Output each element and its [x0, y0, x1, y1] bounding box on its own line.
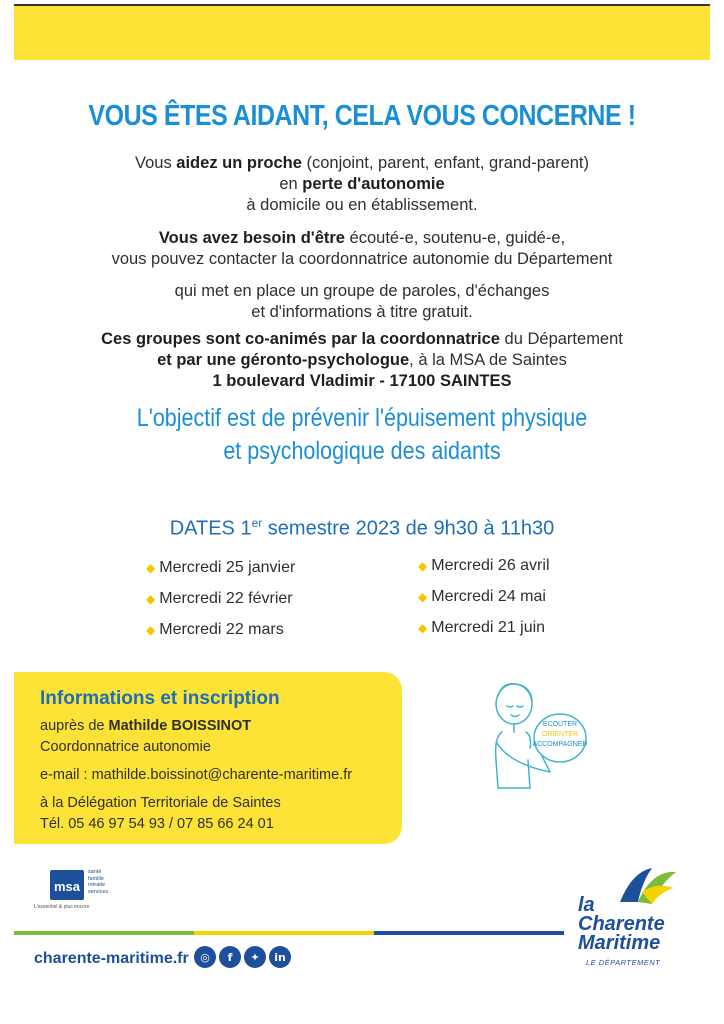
text-bold: Vous avez besoin d'être — [158, 229, 345, 247]
msa-logo — [34, 866, 124, 914]
diamond-bullet-icon: ◆ — [418, 589, 428, 604]
diamond-bullet-icon: ◆ — [146, 560, 156, 575]
objective-line: L'objectif est de prévenir l'épuisement physique — [136, 404, 588, 432]
charente-maritime-logo — [572, 862, 682, 972]
info-phone[interactable]: Tél. 05 46 97 54 93 / 07 85 66 24 01 — [40, 816, 274, 832]
paragraph-animation — [0, 329, 724, 392]
bubble-text-orienter: ORIENTER — [541, 731, 579, 738]
dates-column-right — [418, 550, 550, 643]
footer-stripe-blue — [374, 931, 564, 935]
info-role: Coordonnatrice autonomie — [40, 739, 211, 755]
info-location: à la Délégation Territoriale de Saintes — [40, 795, 281, 811]
text-span: écouté-e, soutenu-e, guidé-e, — [344, 229, 566, 247]
footer-stripe-yellow — [194, 931, 374, 935]
department-name: la Charente Maritime — [578, 894, 665, 954]
text-span: (conjoint, parent, enfant, grand-parent) — [301, 154, 589, 172]
text-span: , à la MSA de Saintes — [409, 351, 567, 369]
date-item — [146, 552, 295, 583]
diamond-bullet-icon: ◆ — [146, 622, 156, 637]
date-label: Mercredi 26 avril — [431, 556, 550, 574]
msa-logo-mark — [50, 870, 84, 900]
info-contact-line — [40, 716, 402, 737]
text-span: DATES 1 — [169, 517, 252, 540]
msa-mark-icon — [50, 870, 84, 900]
text-span: en — [279, 175, 303, 193]
twitter-icon[interactable]: ✦ — [244, 946, 266, 968]
date-label: Mercredi 24 mai — [431, 587, 546, 605]
top-yellow-band — [14, 6, 710, 60]
date-item — [418, 581, 550, 612]
text-span: semestre 2023 de 9h30 à 11h30 — [262, 517, 555, 540]
text-line: et d'informations à titre gratuit. — [251, 303, 473, 321]
msa-tagline: L'essentiel & plus encore — [34, 904, 90, 910]
objective-line: et psychologique des aidants — [223, 437, 501, 465]
diamond-bullet-icon: ◆ — [146, 591, 156, 606]
date-label: Mercredi 21 juin — [431, 618, 546, 636]
bubble-text-accompagner: ACCOMPAGNER — [532, 741, 588, 748]
social-links — [194, 946, 291, 968]
text-span: auprès de — [40, 718, 109, 734]
dates-title — [0, 516, 724, 541]
paragraph-besoin — [0, 228, 724, 270]
text-bold: aidez un proche — [176, 154, 302, 172]
date-label: Mercredi 22 mars — [159, 620, 284, 638]
text-bold: géronto-psychologue — [240, 351, 410, 369]
facebook-icon[interactable]: f — [219, 946, 241, 968]
date-item — [146, 614, 295, 645]
diamond-bullet-icon: ◆ — [418, 558, 428, 573]
text-span: du Département — [499, 330, 623, 348]
diamond-bullet-icon: ◆ — [418, 620, 428, 635]
bubble-text-ecouter: ECOUTER — [542, 721, 578, 728]
department-subtitle: LE DÉPARTEMENT — [586, 958, 661, 967]
text-bold: et par une — [157, 351, 241, 369]
text-bold: perte d'autonomie — [302, 175, 445, 193]
text-line: qui met en place un groupe de paroles, d'échanges — [174, 282, 550, 300]
linkedin-icon[interactable]: in — [269, 946, 291, 968]
caregiver-illustration — [480, 676, 590, 806]
date-item — [418, 550, 550, 581]
website-link[interactable]: charente-maritime.fr — [34, 950, 189, 967]
msa-text: santé famille retraite services — [88, 869, 109, 895]
date-label: Mercredi 25 janvier — [159, 558, 296, 576]
footer-stripe-green — [14, 931, 194, 935]
dates-column-left — [146, 552, 295, 645]
text-span: Vous — [135, 154, 177, 172]
paragraph-groupe — [0, 281, 724, 323]
date-item — [146, 583, 295, 614]
svg-text:msa: msa — [53, 879, 81, 894]
date-label: Mercredi 22 février — [159, 589, 293, 607]
objective-statement — [51, 402, 674, 468]
contact-name: Mathilde BOISSINOT — [108, 718, 252, 734]
paragraph-proche — [0, 153, 724, 216]
date-item — [418, 612, 550, 643]
info-title: Informations et inscription — [40, 688, 280, 709]
address-line: 1 boulevard Vladimir - 17100 SAINTES — [212, 372, 512, 390]
text-line: à domicile ou en établissement. — [246, 196, 478, 214]
info-email[interactable]: e-mail : mathilde.boissinot@charente-maritime.fr — [40, 767, 353, 783]
page-headline: VOUS ÊTES AIDANT, CELA VOUS CONCERNE ! — [88, 100, 636, 132]
text-line: vous pouvez contacter la coordonnatrice autonomie du Département — [111, 250, 613, 268]
info-box — [14, 672, 402, 844]
text-bold: Ces groupes sont co-animés par la — [101, 330, 380, 348]
instagram-icon[interactable]: ◎ — [194, 946, 216, 968]
text-bold: coordonnatrice — [379, 330, 500, 348]
text-sup: er — [251, 516, 263, 530]
